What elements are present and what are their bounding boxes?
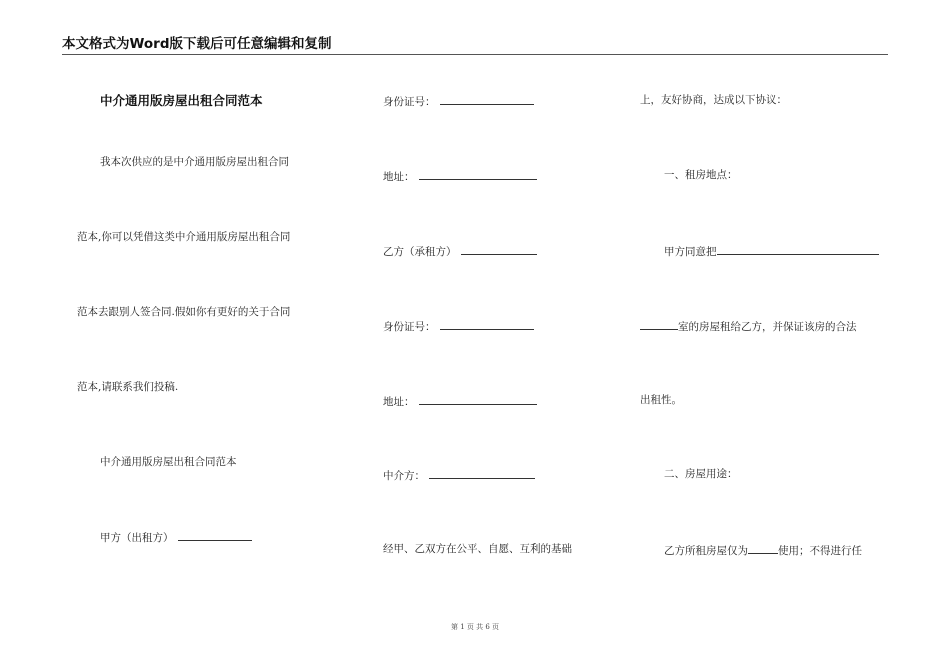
room-text: 室的房屋租给乙方，并保证该房的合法 — [678, 321, 857, 333]
party-a-label: 甲方（出租方） — [100, 532, 174, 544]
contract-subtitle: 中介通用版房屋出租合同范本 — [100, 456, 237, 468]
agent-label: 中介方： — [383, 470, 425, 482]
use-suffix: 使用；不得进行任 — [778, 545, 862, 557]
use-label: 乙方所租房屋仅为 — [664, 545, 748, 557]
basis-line: 经甲、乙双方在公平、自愿、互利的基础 — [383, 543, 572, 555]
intro-line-4: 范本,请联系我们投稿. — [77, 381, 179, 393]
address-label-1: 地址： — [383, 171, 415, 183]
address-blank-1 — [419, 168, 537, 180]
use-blank — [748, 542, 778, 554]
address-line-2 — [383, 393, 537, 409]
id-number-line-1 — [383, 93, 534, 109]
party-b-line — [383, 243, 537, 259]
intro-line-3: 范本去跟别人签合同.假如你有更好的关于合同 — [77, 306, 291, 318]
use-line — [664, 542, 862, 558]
intro-line-1: 我本次供应的是中介通用版房屋出租合同 — [100, 156, 289, 168]
legality-line: 出租性。 — [640, 394, 682, 406]
page-footer — [0, 622, 950, 632]
id-number-blank-1 — [440, 93, 534, 105]
agent-line — [383, 467, 535, 483]
address-blank-2 — [419, 393, 537, 405]
party-a-line — [100, 529, 252, 545]
document-title: 中介通用版房屋出租合同范本 — [100, 93, 263, 108]
address-label-2: 地址： — [383, 396, 415, 408]
section-1-heading: 一、租房地点： — [664, 169, 738, 181]
section-2-heading: 二、房屋用途： — [664, 468, 738, 480]
party-b-blank — [461, 243, 537, 255]
address-line-1 — [383, 168, 537, 184]
room-blank — [640, 318, 678, 330]
agreement-line: 上，友好协商，达成以下协议： — [640, 94, 787, 106]
id-number-line-2 — [383, 318, 534, 334]
id-number-blank-2 — [440, 318, 534, 330]
page-number: 第 1 页 共 6 页 — [450, 623, 500, 631]
party-a-blank — [178, 529, 252, 541]
page-header — [62, 34, 888, 55]
party-a-agree-line — [664, 243, 879, 259]
id-number-label-2: 身份证号： — [383, 321, 436, 333]
intro-line-2: 范本,你可以凭借这类中介通用版房屋出租合同 — [77, 231, 291, 243]
party-a-agree-label: 甲方同意把 — [664, 246, 717, 258]
premises-blank — [717, 243, 879, 255]
party-b-label: 乙方（承租方） — [383, 246, 457, 258]
room-line — [640, 318, 857, 334]
id-number-label-1: 身份证号： — [383, 96, 436, 108]
header-text: 本文格式为Word版下载后可任意编辑和复制 — [62, 36, 332, 52]
agent-blank — [429, 467, 535, 479]
